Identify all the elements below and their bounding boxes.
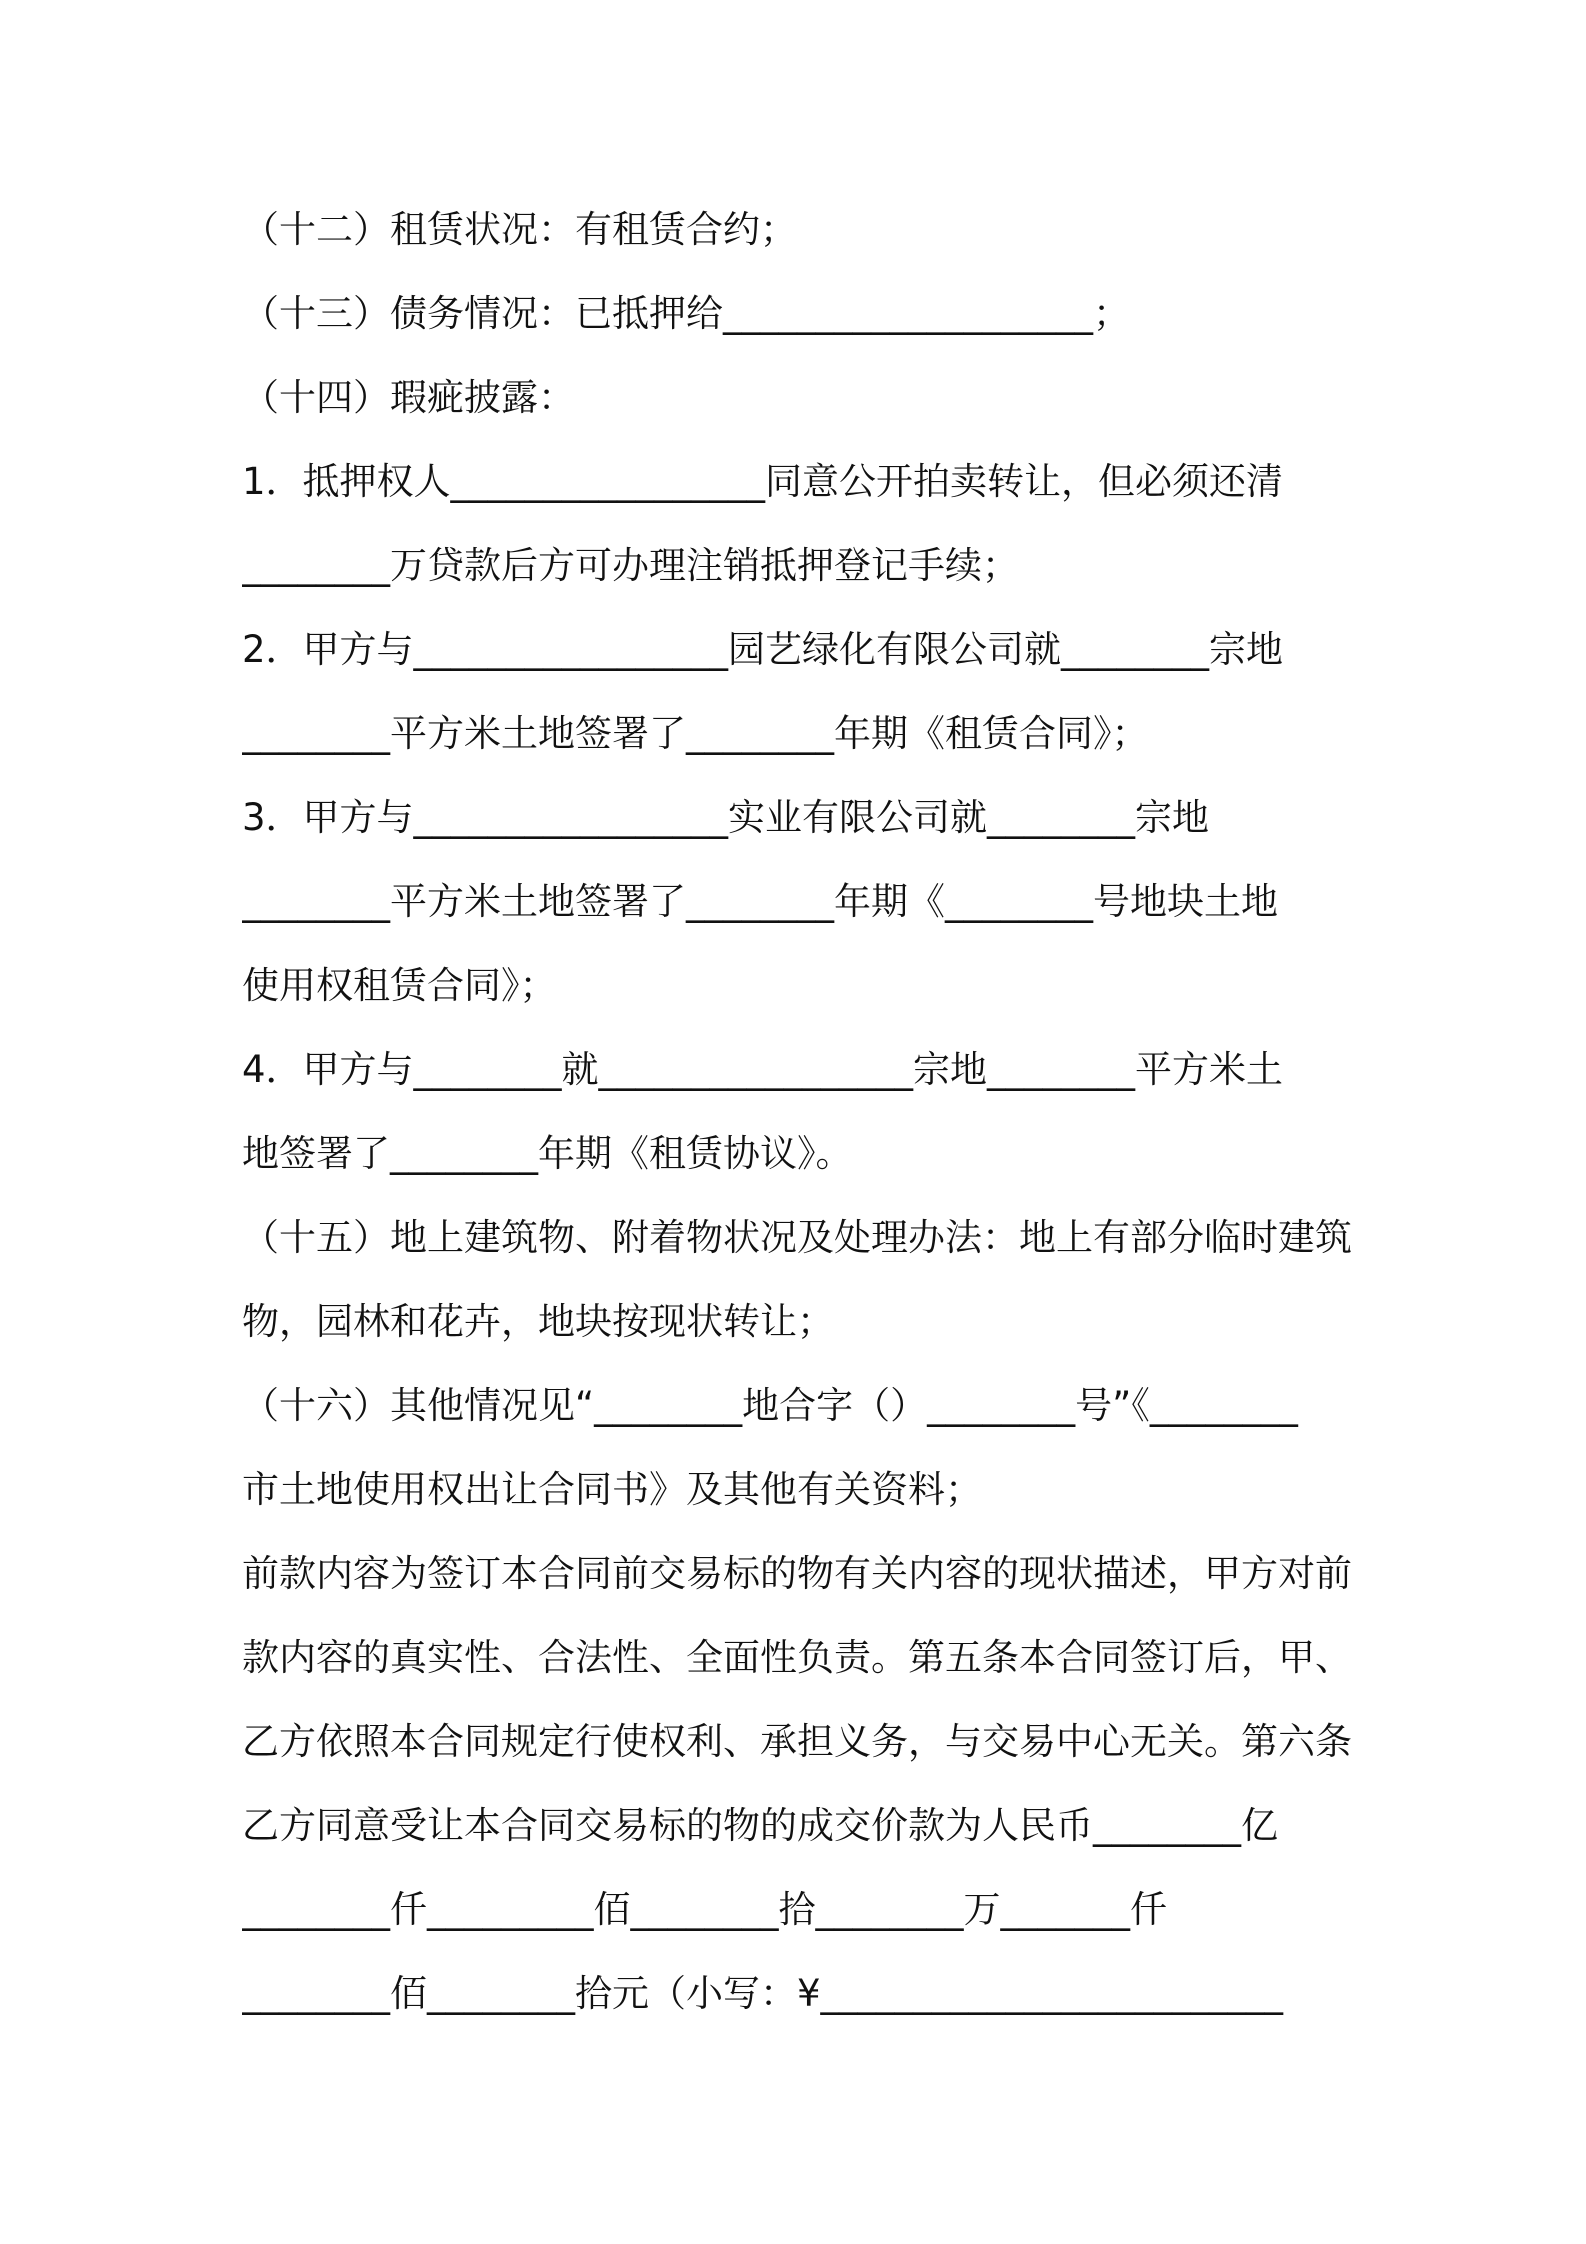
clause-14-defect-disclosure: （十四）瑕疵披露：	[242, 376, 575, 419]
price-line-1: 乙方同意受让本合同交易标的物的成交价款为人民币________亿	[242, 1804, 1278, 1847]
contract-body	[242, 188, 1362, 2036]
clause-15-continued: 物，园林和花卉，地块按现状转让；	[242, 1300, 834, 1343]
item-4-lease: 4．甲方与________就_________________宗地________平方米土	[242, 1048, 1284, 1091]
item-2-garden-company: 2．甲方与_________________园艺绿化有限公司就________宗地	[242, 628, 1284, 671]
item-1-continued: ________万贷款后方可办理注销抵押登记手续；	[242, 544, 1019, 587]
clause-15-buildings: （十五）地上建筑物、附着物状况及处理办法：地上有部分临时建筑	[242, 1216, 1352, 1259]
item-2-continued: ________平方米土地签署了________年期《租赁合同》；	[242, 712, 1149, 755]
item-3-contract-name: 使用权租赁合同》；	[242, 964, 557, 1007]
item-1-mortgagee: 1．抵押权人_________________同意公开拍卖转让，但必须还清	[242, 460, 1284, 503]
clause-16-continued: 市土地使用权出让合同书》及其他有关资料；	[242, 1468, 982, 1511]
clause-13-debt-status: （十三）债务情况：已抵押给____________________；	[242, 292, 1130, 335]
price-line-3: ________佰________拾元（小写：¥_________________________	[242, 1972, 1284, 2015]
paragraph-article-6: 乙方依照本合同规定行使权利、承担义务，与交易中心无关。第六条	[242, 1720, 1352, 1763]
paragraph-description: 前款内容为签订本合同前交易标的物有关内容的现状描述，甲方对前	[242, 1552, 1352, 1595]
item-3-continued: ________平方米土地签署了________年期《________号地块土地	[242, 880, 1278, 923]
item-4-continued: 地签署了________年期《租赁协议》。	[242, 1132, 853, 1175]
item-3-industrial-company: 3．甲方与_________________实业有限公司就________宗地	[242, 796, 1210, 839]
clause-16-other: （十六）其他情况见“________地合字（）________号”《________	[242, 1384, 1298, 1427]
paragraph-article-5: 款内容的真实性、合法性、全面性负责。第五条本合同签订后，甲、	[242, 1636, 1352, 1679]
price-line-2: ________仟_________佰________拾________万_______仟	[242, 1888, 1167, 1931]
clause-12-lease-status: （十二）租赁状况：有租赁合约；	[242, 208, 797, 251]
